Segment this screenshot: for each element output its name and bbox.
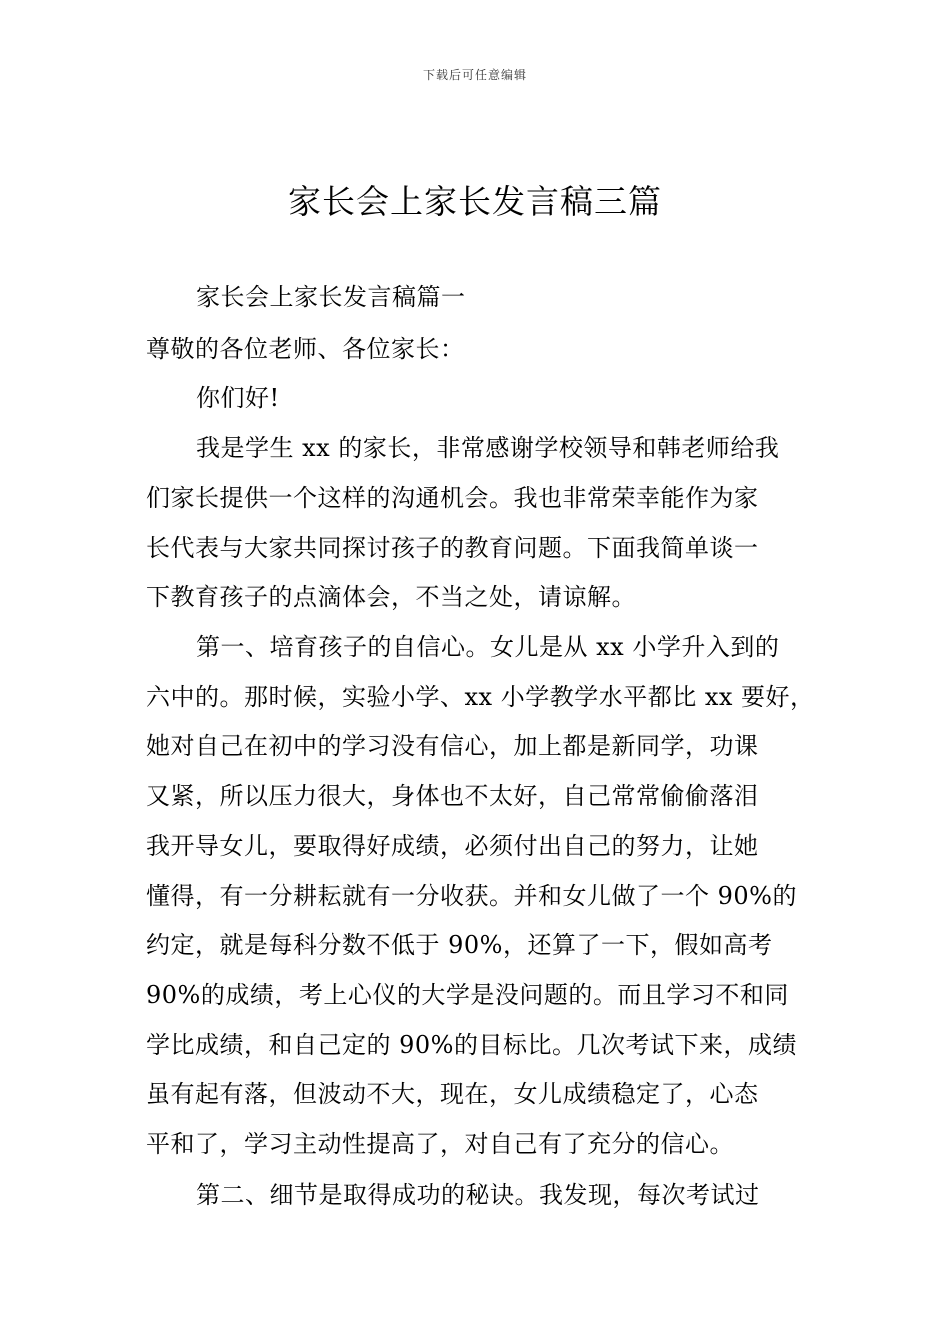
section-heading: 家长会上家长发言稿篇一 <box>196 283 466 311</box>
paragraph-line: 下教育孩子的点滴体会，不当之处，请谅解。 <box>146 583 636 611</box>
paragraph-line: 又紧，所以压力很大，身体也不太好，自己常常偷偷落泪 <box>146 782 759 810</box>
salutation: 尊敬的各位老师、各位家长： <box>146 335 465 363</box>
greeting: 你们好! <box>196 384 280 412</box>
paragraph-line: 90%的成绩，考上心仪的大学是没问题的。而且学习不和同 <box>146 981 789 1009</box>
paragraph-line: 第一、培育孩子的自信心。女儿是从 xx 小学升入到的 <box>196 633 780 661</box>
paragraph-line: 长代表与大家共同探讨孩子的教育问题。下面我简单谈一 <box>146 534 759 562</box>
paragraph-line: 我开导女儿，要取得好成绩，必须付出自己的努力，让她 <box>146 832 759 860</box>
paragraph-line: 学比成绩，和自己定的 90%的目标比。几次考试下来，成绩 <box>146 1031 797 1059</box>
paragraph-line: 我是学生 xx 的家长，非常感谢学校领导和韩老师给我 <box>196 434 780 462</box>
paragraph-line: 第二、细节是取得成功的秘诀。我发现，每次考试过 <box>196 1181 760 1209</box>
paragraph-line: 们家长提供一个这样的沟通机会。我也非常荣幸能作为家 <box>146 484 759 512</box>
paragraph-line: 懂得，有一分耕耘就有一分收获。并和女儿做了一个 90%的 <box>146 882 797 910</box>
document-title: 家长会上家长发言稿三篇 <box>288 182 662 221</box>
paragraph-line: 虽有起有落，但波动不大，现在，女儿成绩稳定了，心态 <box>146 1080 759 1108</box>
paragraph-line: 六中的。那时候，实验小学、xx 小学教学水平都比 xx 要好， <box>146 683 815 711</box>
paragraph-line: 她对自己在初中的学习没有信心，加上都是新同学，功课 <box>146 732 759 760</box>
header-note: 下载后可任意编辑 <box>422 68 527 82</box>
paragraph-line: 约定，就是每科分数不低于 90%，还算了一下，假如高考 <box>146 931 773 959</box>
paragraph-line: 平和了，学习主动性提高了，对自己有了充分的信心。 <box>146 1130 734 1158</box>
